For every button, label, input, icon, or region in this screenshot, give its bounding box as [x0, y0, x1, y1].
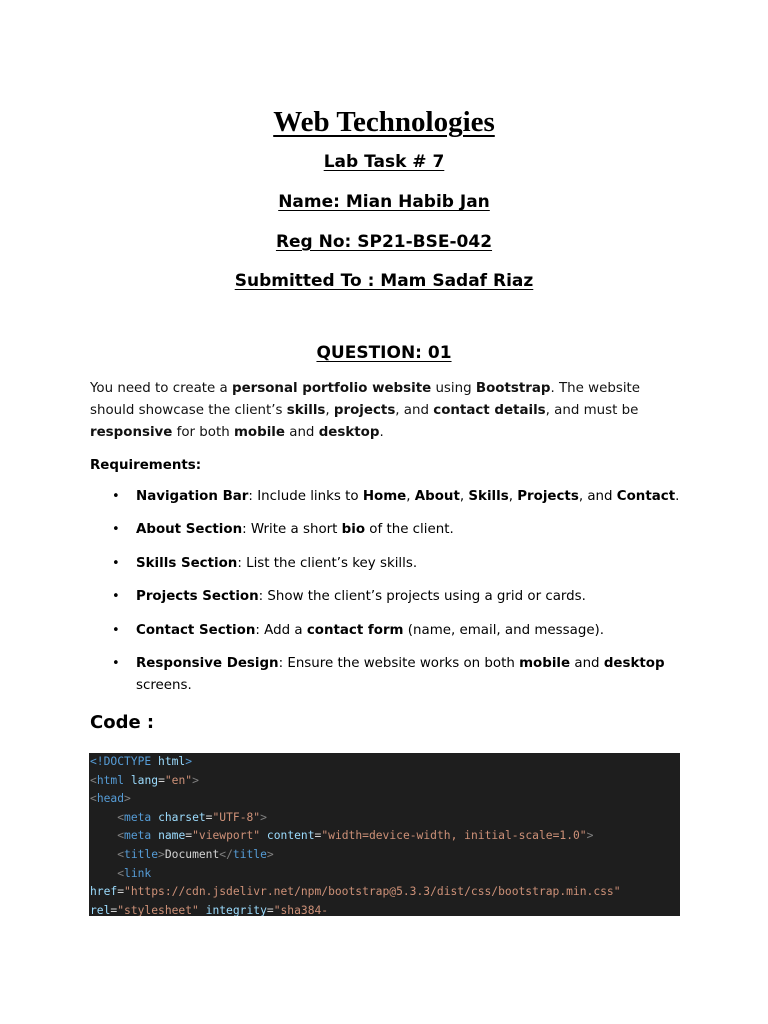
code-token — [124, 774, 131, 787]
document-title: Web Technologies — [273, 106, 495, 138]
code-token: = — [205, 810, 213, 824]
text-run: : Include links to — [248, 489, 363, 504]
text-run: , and must be — [545, 403, 639, 419]
text-run: : Show the client’s projects using a grid or cards. — [258, 589, 586, 605]
code-token: > — [158, 847, 165, 861]
requirement-item — [90, 486, 680, 508]
code-token: < — [90, 792, 97, 806]
code-token: name — [158, 829, 186, 843]
code-token — [90, 811, 117, 824]
requirement-item — [90, 653, 680, 697]
text-run: You need to create a — [90, 381, 232, 396]
code-token: > — [266, 847, 274, 861]
code-line — [89, 790, 680, 809]
question-intro-paragraph — [90, 378, 680, 445]
code-token: "width=device-width, initial-scale=1.0" — [321, 829, 587, 843]
code-token: link — [124, 866, 152, 880]
code-token: = — [110, 903, 118, 916]
text-run: for both — [172, 425, 234, 441]
requirement-item — [90, 586, 680, 608]
code-token: = — [158, 773, 165, 787]
text-run: , and — [395, 403, 434, 419]
bold-text-run: About Section — [136, 522, 243, 538]
bold-text-run: skills — [286, 403, 326, 419]
text-run: . — [675, 489, 680, 504]
bold-text-run: contact form — [306, 622, 404, 638]
bold-text-run: desktop — [318, 425, 380, 441]
bullet-icon: • — [112, 555, 120, 571]
bold-text-run: personal portfolio website — [231, 381, 432, 396]
text-run: , — [508, 489, 518, 504]
bold-text-run: Skills Section — [136, 555, 238, 571]
code-token: head — [96, 792, 125, 806]
code-line — [89, 772, 680, 791]
code-token — [199, 904, 206, 916]
code-token: "https://cdn.jsdelivr.net/npm/bootstrap@5.3.3/dist/css/bootstrap.min.css" — [124, 885, 621, 899]
text-run: : Write a short — [242, 522, 342, 538]
code-token: title — [124, 847, 159, 861]
code-token: charset — [158, 810, 206, 824]
code-token: > — [260, 810, 267, 824]
code-token: "stylesheet" — [117, 903, 199, 916]
code-token: meta — [124, 810, 152, 824]
bold-text-run: mobile — [233, 425, 285, 441]
code-token: "viewport" — [192, 829, 261, 843]
bold-text-run: Projects — [517, 489, 579, 504]
text-run: (name, email, and message). — [403, 622, 605, 638]
code-token: lang — [130, 773, 159, 787]
code-token: meta — [124, 829, 152, 843]
student-name-line: Name: Mian Habib Jan — [278, 192, 490, 212]
bold-text-run: Navigation Bar — [136, 489, 249, 504]
code-token: html — [96, 773, 125, 787]
bullet-icon: • — [112, 622, 120, 638]
question-heading: QUESTION: 01 — [316, 343, 452, 363]
code-token: title — [232, 847, 267, 861]
code-token: = — [314, 829, 322, 843]
code-token: "sha384- — [273, 903, 329, 916]
code-token: > — [185, 755, 193, 768]
text-run: , and — [578, 489, 617, 504]
code-token: = — [117, 885, 125, 899]
bold-text-run: desktop — [603, 655, 665, 671]
bold-text-run: Home — [362, 489, 407, 504]
code-token — [260, 829, 267, 842]
code-token: html — [158, 755, 186, 768]
code-token: "UTF-8" — [212, 810, 261, 824]
text-run: and — [284, 425, 319, 441]
code-token: < — [90, 773, 97, 787]
bold-text-run: Contact Section — [136, 622, 256, 638]
code-token: Document — [164, 847, 220, 861]
code-token — [90, 867, 117, 880]
code-token: > — [124, 792, 131, 806]
code-line — [89, 753, 680, 772]
bullet-icon: • — [112, 489, 120, 504]
submitted-to-line: Submitted To : Mam Sadaf Riaz — [234, 271, 534, 291]
text-run: using — [431, 381, 476, 396]
code-line — [89, 902, 680, 916]
bold-text-run: projects — [333, 403, 396, 419]
code-token: <!DOCTYPE — [90, 755, 152, 768]
bold-text-run: About — [414, 489, 460, 504]
bullet-icon: • — [112, 589, 120, 605]
bold-text-run: Bootstrap — [475, 381, 551, 396]
code-token — [90, 829, 117, 842]
requirement-item — [90, 519, 680, 541]
code-line — [89, 827, 680, 846]
bold-text-run: bio — [341, 522, 366, 538]
code-token: content — [266, 829, 315, 843]
text-run: : Ensure the website works on both — [278, 655, 520, 671]
bullet-icon: • — [112, 522, 120, 538]
bold-text-run: contact details — [433, 403, 546, 419]
text-run: , — [406, 489, 415, 504]
code-token: < — [117, 847, 125, 861]
requirement-item — [90, 553, 680, 575]
code-token: < — [117, 829, 125, 843]
code-token: < — [117, 810, 125, 824]
code-block — [89, 753, 680, 916]
text-run: : Add a — [255, 622, 307, 638]
bold-text-run: Responsive Design — [136, 655, 279, 671]
code-token — [90, 848, 117, 861]
text-run: . — [379, 425, 384, 441]
bold-text-run: responsive — [90, 425, 173, 441]
code-token: rel — [90, 903, 111, 916]
bold-text-run: Contact — [616, 489, 676, 504]
text-run: . The website should showcase the client’s — [90, 381, 641, 419]
text-run: of the client. — [365, 522, 454, 538]
bold-text-run: mobile — [519, 655, 571, 671]
lab-task-line: Lab Task # 7 — [323, 152, 445, 172]
code-line — [89, 883, 680, 902]
requirement-item — [90, 620, 680, 642]
code-line — [89, 846, 680, 865]
requirements-list — [90, 486, 680, 709]
bold-text-run: Skills — [468, 489, 509, 504]
bold-text-run: Projects Section — [136, 589, 259, 605]
code-token: < — [117, 866, 125, 880]
text-run: : List the client’s key skills. — [237, 555, 418, 571]
text-run: , — [325, 403, 334, 419]
text-run: screens. — [136, 678, 192, 694]
code-line — [89, 809, 680, 828]
code-token: integrity — [205, 903, 267, 916]
reg-no-line: Reg No: SP21-BSE-042 — [275, 232, 493, 252]
code-line — [89, 865, 680, 884]
code-token: </ — [219, 847, 233, 861]
code-token: > — [192, 773, 199, 787]
requirements-label: Requirements: — [90, 458, 202, 473]
code-token: = — [266, 903, 274, 916]
code-token — [151, 755, 158, 768]
text-run: , — [459, 489, 469, 504]
code-token: > — [586, 829, 594, 843]
code-heading: Code : — [90, 712, 155, 733]
text-run: and — [570, 655, 604, 671]
code-token: href — [90, 885, 118, 899]
code-token: "en" — [164, 773, 193, 787]
bullet-icon: • — [112, 655, 120, 671]
code-token: = — [185, 829, 193, 843]
